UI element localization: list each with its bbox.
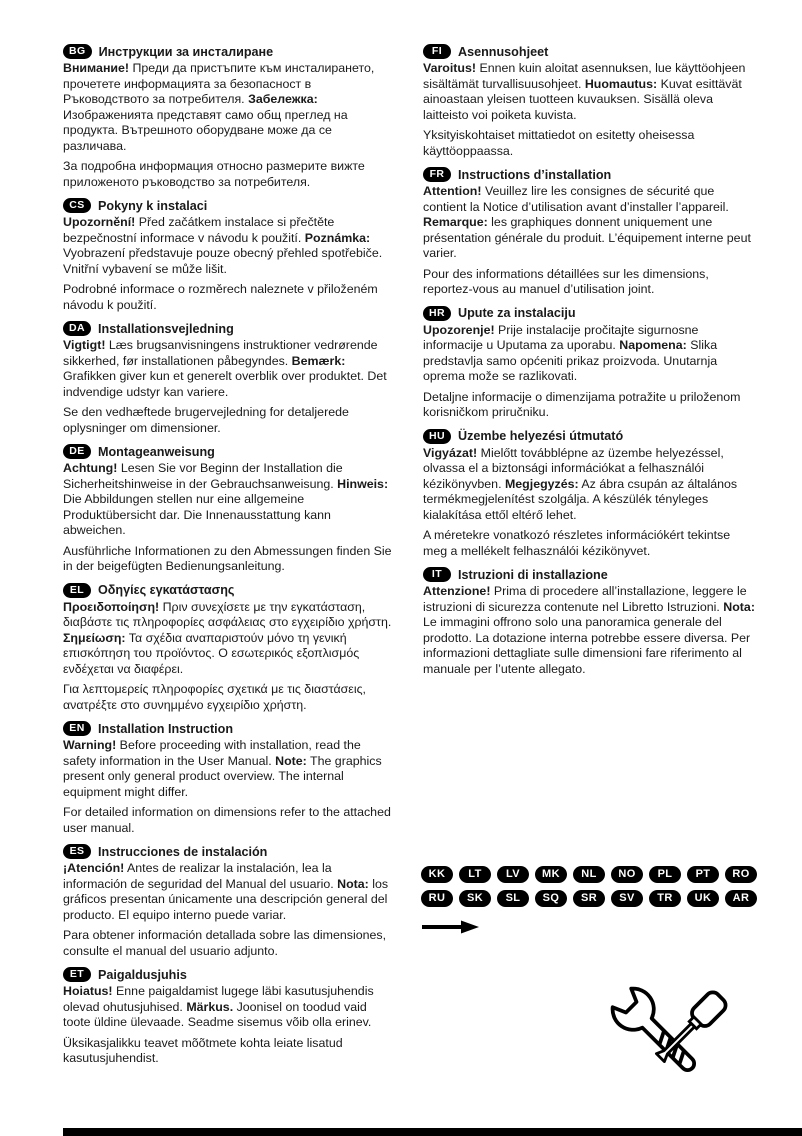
- text-run: Attenzione!: [423, 584, 491, 598]
- language-badge-tr: TR: [649, 890, 681, 907]
- text-run: Hoiatus!: [63, 984, 113, 998]
- language-badge-sq: SQ: [535, 890, 567, 907]
- section-paragraph: [63, 805, 395, 836]
- text-run: Note:: [275, 753, 307, 768]
- language-badge-fi: FI: [423, 44, 451, 59]
- section-title: Montageanweisung: [98, 444, 215, 459]
- text-run: Nota:: [723, 599, 755, 614]
- page-bottom-bar: [63, 1128, 802, 1136]
- section-title: Инструкции за инсталиране: [98, 44, 274, 59]
- text-run: Grafikken giver kun et generelt overblik over produktet. Det indvendige udstyr kan variere.: [63, 369, 387, 399]
- text-run: Πριν συνεχίσετε με την εγκατάσταση, διαβάστε τις πληροφορίες ασφάλειας στο εγχειρίδιο χρήστη.: [63, 599, 392, 629]
- language-badge-fr: FR: [423, 167, 451, 182]
- text-run: Изображенията представят само общ преглед на продукта. Вътрешното оборудване може да се различава.: [63, 107, 348, 153]
- section-paragraph: [63, 544, 395, 575]
- section-paragraph: [423, 128, 755, 159]
- text-run: For detailed information on dimensions refer to the attached user manual.: [63, 805, 391, 835]
- tools-icon: [596, 972, 746, 1127]
- text-run: Ausführliche Informationen zu den Abmessungen finden Sie in der beigefügten Bedienungsanleitung.: [63, 543, 392, 573]
- section-paragraph: [63, 159, 395, 190]
- section-et: [63, 967, 395, 1067]
- text-run: Vyobrazení představuje pouze obecný přehled spotřebiče. Vnitřní vybavení se může lišit.: [63, 246, 383, 276]
- section-heading: [423, 567, 755, 582]
- section-title: Asennusohjeet: [458, 44, 549, 59]
- section-paragraph: [63, 338, 395, 400]
- text-run: Le immagini offrono solo una panoramica generale del prodotto. La dotazione interna potrebbe essere diversa. Per informazioni dettagliate sulle dimensioni fare riferimento al manuale per l’utente allegato.: [423, 615, 751, 676]
- text-run: Before proceeding with installation, read the safety information in the User Manual.: [63, 738, 361, 768]
- section-title: Οδηγίες εγκατάστασης: [98, 583, 235, 597]
- section-hr: [423, 306, 755, 421]
- language-badge-nl: NL: [573, 866, 605, 883]
- text-run: Προειδοποίηση!: [63, 599, 160, 614]
- language-badge-pl: PL: [649, 866, 681, 883]
- language-badge-pt: PT: [687, 866, 719, 883]
- section-de: [63, 444, 395, 575]
- language-badge-es: ES: [63, 844, 91, 859]
- section-heading: [423, 429, 755, 444]
- text-run: Para obtener información detallada sobre las dimensiones, consulte el manual del usuario adjunto.: [63, 928, 387, 958]
- text-run: Prije instalacije pročitajte sigurnosne informacije u Uputama za uporabu.: [423, 322, 699, 352]
- text-run: Hinweis:: [337, 476, 389, 491]
- section-heading: [63, 844, 395, 859]
- text-run: Pour des informations détaillées sur les dimensions, reportez-vous au manuel d’utilisation joint.: [423, 266, 709, 296]
- text-run: Внимание!: [63, 61, 130, 75]
- text-run: Remarque:: [423, 215, 488, 229]
- language-badge-it: IT: [423, 567, 451, 582]
- language-badge-sl: SL: [497, 890, 529, 907]
- text-run: les graphiques donnent uniquement une présentation générale du produit. L’équipement interne peut varier.: [423, 215, 751, 260]
- language-badge-sv: SV: [611, 890, 643, 907]
- section-paragraph: [63, 61, 395, 154]
- section-paragraph: [423, 446, 755, 524]
- text-run: Antes de realizar la instalación, lea la información de seguridad del Manual del usuario.: [63, 861, 338, 891]
- section-el: [63, 583, 395, 714]
- section-paragraph: [423, 267, 755, 298]
- text-run: Podrobné informace o rozměrech naleznete v přiloženém návodu k použití.: [63, 282, 378, 312]
- section-paragraph: [63, 282, 395, 313]
- section-paragraph: [423, 184, 755, 262]
- section-fr: [423, 167, 755, 298]
- section-paragraph: [63, 1036, 395, 1067]
- language-badge-lv: LV: [497, 866, 529, 883]
- text-run: Upozornění!: [63, 215, 136, 229]
- language-badge-et: ET: [63, 967, 91, 982]
- section-paragraph: [63, 600, 395, 678]
- section-title: Upute za instalaciju: [458, 306, 576, 320]
- text-run: Upozorenje!: [423, 322, 495, 337]
- text-run: Die Abbildungen stellen nur eine allgemeine Produktübersicht dar. Die Innenausstattung kann abweichen.: [63, 492, 331, 537]
- text-run: Læs brugsanvisningens instruktioner vedrørende sikkerhed, før installationen påbegyndes.: [63, 338, 378, 368]
- text-run: Märkus.: [186, 999, 234, 1014]
- text-run: Kuvat esittävät ainoastaan yleisen tuotteen kuvauksen. Sisällä oleva laitteisto voi poiketa kuvista.: [423, 76, 742, 122]
- section-bg: [63, 44, 395, 190]
- text-run: Bemærk:: [291, 353, 346, 368]
- section-heading: [423, 44, 755, 59]
- section-paragraph: [63, 738, 395, 800]
- text-run: Ennen kuin aloitat asennuksen, lue käyttöohjeen sisältämät turvallisuusohjeet.: [423, 61, 746, 91]
- section-title: Istruzioni di installazione: [458, 567, 608, 582]
- section-heading: [63, 321, 395, 336]
- language-badge-hu: HU: [423, 429, 451, 444]
- section-heading: [63, 583, 395, 598]
- section-paragraph: [63, 984, 395, 1031]
- text-run: Slika predstavlja samo općeniti prikaz proizvoda. Unutarnja oprema može se razlikovati.: [423, 338, 718, 383]
- text-run: За подробна информация относно размерите вижте приложеното ръководство за потребителя.: [63, 159, 365, 189]
- text-run: Vigtigt!: [63, 338, 106, 352]
- section-title: Üzembe helyezési útmutató: [458, 429, 624, 443]
- section-es: [63, 844, 395, 959]
- section-paragraph: [423, 528, 755, 559]
- text-run: Lesen Sie vor Beginn der Installation die Sicherheitshinweise in der Gebrauchsanweisung.: [63, 461, 343, 491]
- section-title: Installation Instruction: [98, 721, 234, 736]
- section-fi: [423, 44, 755, 159]
- section-title: Installationsvejledning: [98, 321, 234, 336]
- language-badge-el: EL: [63, 583, 91, 598]
- language-badge-lt: LT: [459, 866, 491, 883]
- section-it: [423, 567, 755, 677]
- section-en: [63, 721, 395, 836]
- text-run: Joonisel on toodud vaid toote üldine ülevaade. Seadme sisemus võib olla erinev.: [63, 999, 372, 1029]
- section-paragraph: [423, 323, 755, 385]
- text-run: Enne paigaldamist lugege läbi kasutusjuhendis olevad ohutusjuhised.: [63, 984, 374, 1014]
- text-run: Megjegyzés:: [504, 476, 579, 491]
- text-run: Yksityiskohtaiset mittatiedot on esitetty oheisessa käyttöoppaassa.: [423, 128, 695, 158]
- text-run: Detaljne informacije o dimenzijama potražite u priloženom korisničkom priručniku.: [423, 389, 741, 419]
- text-run: Před začátkem instalace si přečtěte bezpečnostní informace v návodu k použití.: [63, 215, 335, 245]
- language-badge-sr: SR: [573, 890, 605, 907]
- text-run: ¡Atención!: [63, 861, 125, 875]
- language-badge-bg: BG: [63, 44, 92, 59]
- language-badge-da: DA: [63, 321, 91, 336]
- section-heading: [63, 967, 395, 982]
- section-heading: [63, 198, 395, 213]
- column-left: [63, 44, 395, 1075]
- section-da: [63, 321, 395, 436]
- language-badge-no: NO: [611, 866, 643, 883]
- text-run: The graphics present only general product overview. The internal equipment might differ.: [63, 753, 382, 799]
- text-run: Για λεπτομερείς πληροφορίες σχετικά με τις διαστάσεις, ανατρέξτε στο συνημμένο εγχειρίδιο χρήστη.: [63, 682, 366, 712]
- text-run: Nota:: [337, 876, 369, 891]
- text-run: Warning!: [63, 738, 117, 752]
- section-heading: [63, 444, 395, 459]
- text-run: Vigyázat!: [423, 445, 478, 460]
- text-run: A méretekre vonatkozó részletes információkért tekintse meg a mellékelt felhasználói kézikönyvet.: [423, 528, 731, 558]
- text-run: Varoitus!: [423, 61, 477, 75]
- language-badge-ro: RO: [725, 866, 757, 883]
- text-run: Se den vedhæftede brugervejledning for detaljerede oplysninger om dimensioner.: [63, 405, 349, 435]
- section-paragraph: [63, 215, 395, 277]
- text-run: Veuillez lire les consignes de sécurité que contient la Notice d’utilisation avant d’installer l’appareil.: [423, 184, 729, 214]
- section-paragraph: [423, 61, 755, 123]
- text-run: Az ábra csupán az általános termékmegjelenítést szolgálja. A készülék tényleges kialakítása ettől eltérő lehet.: [423, 476, 738, 522]
- text-run: Poznámka:: [304, 230, 371, 245]
- language-badge-sk: SK: [459, 890, 491, 907]
- section-heading: [423, 167, 755, 182]
- language-badge-row-1: [421, 866, 753, 883]
- text-run: Забележка:: [248, 92, 318, 106]
- arrow-icon: [421, 920, 479, 939]
- other-languages-badge-grid: [421, 866, 753, 907]
- section-title: Instructions d’installation: [458, 167, 612, 182]
- language-badge-ar: AR: [725, 890, 757, 907]
- language-badge-de: DE: [63, 444, 91, 459]
- section-heading: [63, 721, 395, 736]
- section-cs: [63, 198, 395, 313]
- text-run: Τα σχέδια αναπαριστούν μόνο τη γενική επισκόπηση του προϊόντος. Ο εσωτερικός εξοπλισμός ενδέχεται να διαφέρει.: [63, 630, 360, 676]
- section-title: Paigaldusjuhis: [98, 967, 187, 982]
- section-heading: [423, 306, 755, 321]
- language-badge-hr: HR: [423, 306, 451, 321]
- text-run: Attention!: [423, 184, 482, 198]
- text-run: Σημείωση:: [63, 630, 126, 645]
- text-run: Napomena:: [619, 338, 687, 352]
- language-badge-cs: CS: [63, 198, 91, 213]
- text-run: Mielőtt továbblépne az üzembe helyezéssel, olvassa el a biztonsági információkat a felhasználói kézikönyvben.: [423, 445, 724, 491]
- text-columns: [63, 44, 755, 1075]
- section-paragraph: [423, 390, 755, 421]
- language-badge-uk: UK: [687, 890, 719, 907]
- section-title: Pokyny k instalaci: [98, 198, 208, 213]
- language-badge-kk: KK: [421, 866, 453, 883]
- language-badge-mk: MK: [535, 866, 567, 883]
- section-heading: [63, 44, 395, 59]
- language-badge-ru: RU: [421, 890, 453, 907]
- section-paragraph: [63, 461, 395, 539]
- section-paragraph: [63, 405, 395, 436]
- language-badge-en: EN: [63, 721, 91, 736]
- language-badge-row-2: [421, 890, 753, 907]
- text-run: Huomautus:: [584, 76, 658, 91]
- text-run: Achtung!: [63, 461, 118, 475]
- section-paragraph: [423, 584, 755, 677]
- section-hu: [423, 429, 755, 560]
- text-run: Prima di procedere all’installazione, leggere le istruzioni di sicurezza contenute nel Libretto Istruzioni.: [423, 584, 747, 614]
- section-paragraph: [63, 682, 395, 713]
- text-run: Üksikasjalikku teavet mõõtmete kohta leiate lisatud kasutusjuhendist.: [63, 1035, 343, 1065]
- section-paragraph: [63, 928, 395, 959]
- text-run: Преди да пристъпите към инсталирането, прочетете информацията за безопасност в Ръководството за потребителя.: [63, 61, 375, 106]
- section-title: Instrucciones de instalación: [98, 844, 268, 859]
- section-paragraph: [63, 861, 395, 923]
- text-run: los gráficos presentan únicamente una descripción general del producto. El equipo interno puede variar.: [63, 876, 389, 922]
